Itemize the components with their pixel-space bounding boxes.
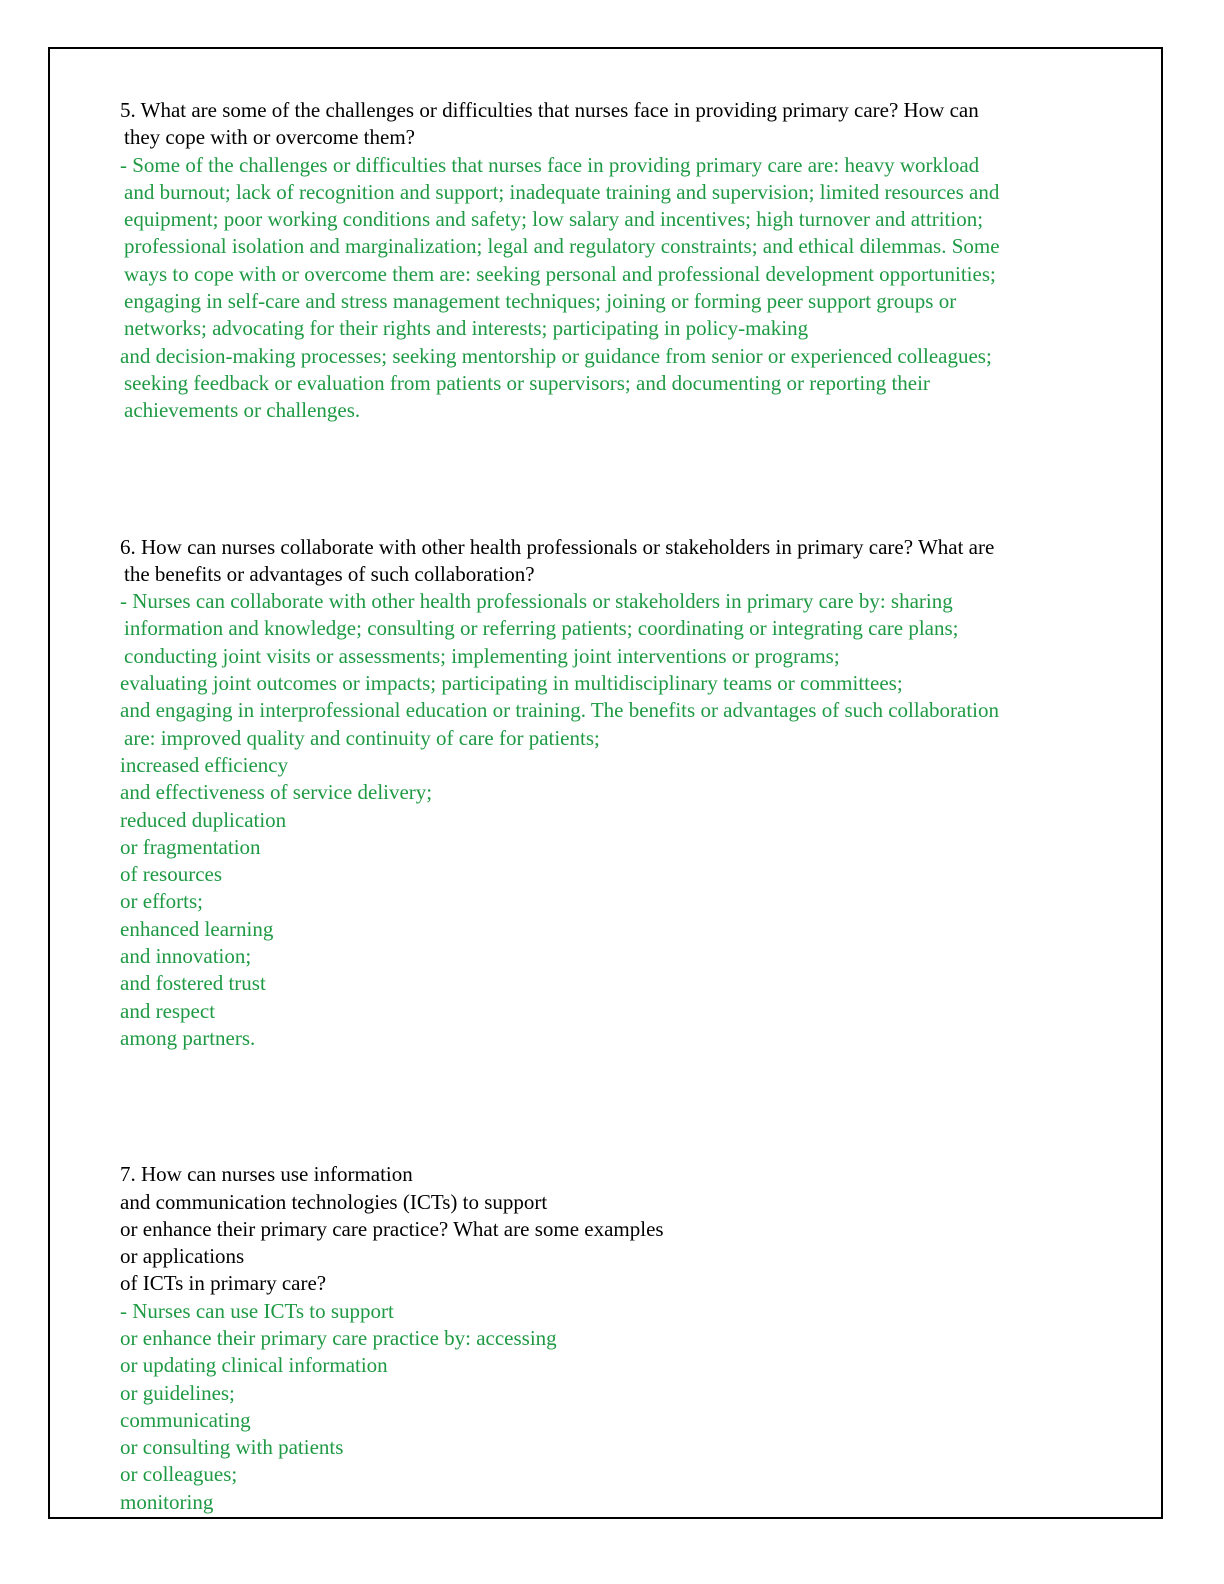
text-line: the benefits or advantages of such collaboration? [124, 561, 535, 586]
answer-6 [120, 588, 1130, 1052]
text-line: 5. What are some of the challenges or difficulties that nurses face in providing primary care? How can [120, 98, 979, 122]
text-line: increased efficiency [120, 752, 289, 777]
text-line: and innovation; [120, 944, 252, 969]
document-body [120, 97, 1130, 1516]
text-line: or applications [120, 1244, 245, 1269]
text-line: - Nurses can use ICTs to support [120, 1298, 394, 1323]
text-line: - Nurses can collaborate with other health professionals or stakeholders in primary care by: sharing [120, 589, 953, 614]
text-line: enhanced learning [120, 916, 274, 941]
text-line: 6. How can nurses collaborate with other health professionals or stakeholders in primary care? What are [120, 534, 995, 559]
text-line: and fostered trust [120, 971, 266, 996]
text-line: or fragmentation [120, 834, 261, 859]
text-line: information and knowledge; consulting or referring patients; coordinating or integrating care plans; [124, 616, 959, 641]
text-line: of ICTs in primary care? [120, 1271, 327, 1296]
text-line: among partners. [120, 1025, 256, 1050]
text-line: or guidelines; [120, 1380, 235, 1405]
text-line: or enhance their primary care practice by: accessing [120, 1325, 557, 1350]
text-line: professional isolation and marginalization; legal and regulatory constraints; and ethical dilemmas. Some [124, 234, 1000, 259]
section-6 [120, 534, 1130, 1053]
text-line: communicating [120, 1407, 251, 1432]
text-line: and burnout; lack of recognition and support; inadequate training and supervision; limited resources and [124, 179, 1000, 204]
text-line: conducting joint visits or assessments; implementing joint interventions or programs; [124, 643, 840, 668]
text-line: seeking feedback or evaluation from patients or supervisors; and documenting or reporting their [124, 370, 930, 395]
answer-5 [120, 152, 1130, 425]
text-line: and engaging in interprofessional education or training. The benefits or advantages of such collaboration [120, 698, 1000, 723]
text-line: they cope with or overcome them? [124, 125, 415, 150]
text-line: 7. How can nurses use information [120, 1162, 413, 1187]
text-line: of resources [120, 862, 223, 887]
text-line: equipment; poor working conditions and safety; low salary and incentives; high turnover and attrition; [124, 207, 984, 232]
text-line: evaluating joint outcomes or impacts; participating in multidisciplinary teams or committees; [120, 671, 903, 696]
section-5 [120, 97, 1130, 425]
text-line: or consulting with patients [120, 1435, 344, 1460]
text-line: or colleagues; [120, 1462, 238, 1487]
text-line: or updating clinical information [120, 1353, 388, 1378]
text-line: and effectiveness of service delivery; [120, 780, 433, 805]
text-line: and respect [120, 998, 216, 1023]
section-7 [120, 1161, 1130, 1516]
question-7 [120, 1161, 1130, 1297]
text-line: and decision-making processes; seeking mentorship or guidance from senior or experienced colleagues; [120, 343, 992, 368]
text-line: or enhance their primary care practice? What are some examples [120, 1216, 664, 1241]
text-line: are: improved quality and continuity of care for patients; [124, 725, 600, 750]
text-line: or efforts; [120, 889, 204, 914]
text-line: engaging in self-care and stress management techniques; joining or forming peer support groups or [124, 289, 957, 314]
text-line: achievements or challenges. [124, 398, 361, 423]
answer-7 [120, 1298, 1130, 1516]
text-line: ways to cope with or overcome them are: seeking personal and professional development opportunities; [124, 261, 996, 286]
text-line: - Some of the challenges or difficulties that nurses face in providing primary care are: heavy workload [120, 152, 980, 177]
question-6 [120, 534, 1130, 589]
question-5 [120, 97, 1130, 152]
text-line: networks; advocating for their rights and interests; participating in policy-making [124, 316, 809, 341]
text-line: and communication technologies (ICTs) to support [120, 1189, 548, 1214]
text-line: reduced duplication [120, 807, 287, 832]
text-line: monitoring [120, 1489, 214, 1514]
